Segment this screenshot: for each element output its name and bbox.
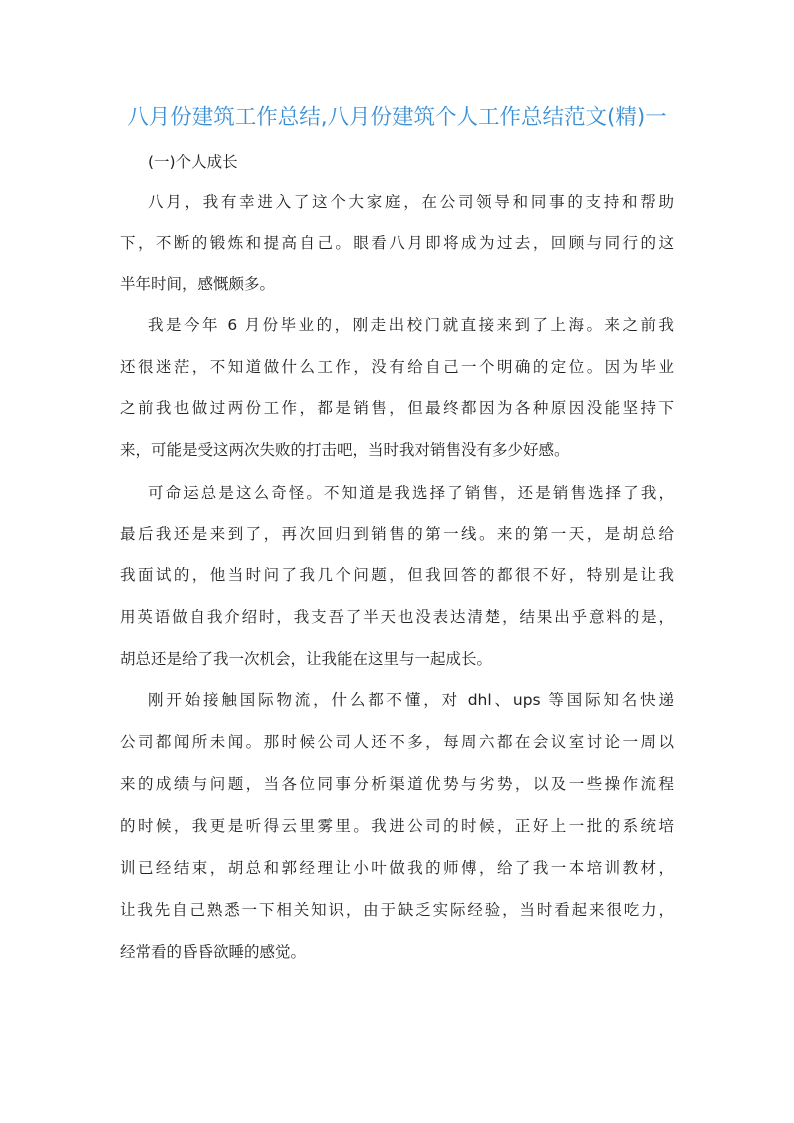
document-title: 八月份建筑工作总结,八月份建筑个人工作总结范文(精)一 <box>127 105 667 130</box>
paragraph-4-line-1: 刚开始接触国际物流，什么都不懂，对 dhl、ups 等国际知名快递 <box>148 691 674 709</box>
paragraph-3-line-5: 胡总还是给了我一次机会，让我能在这里与一起成长。 <box>120 650 493 668</box>
paragraph-3-line-4: 用英语做自我介绍时，我支吾了半天也没表达清楚，结果出乎意料的是， <box>120 608 674 626</box>
paragraph-3-line-2: 最后我还是来到了，再次回归到销售的第一线。来的第一天，是胡总给 <box>120 525 674 543</box>
paragraph-1-line-2: 下，不断的锻炼和提高自己。眼看八月即将成为过去，回顾与同行的这 <box>120 234 674 252</box>
paragraph-2-line-2: 还很迷茫，不知道做什么工作，没有给自己一个明确的定位。因为毕业 <box>120 358 674 376</box>
paragraph-4-line-3: 来的成绩与问题，当各位同事分析渠道优势与劣势，以及一些操作流程 <box>120 775 674 793</box>
paragraph-3-line-1: 可命运总是这么奇怪。不知道是我选择了销售，还是销售选择了我， <box>148 484 674 502</box>
paragraph-4-line-7: 经常看的昏昏欲睡的感觉。 <box>120 943 307 961</box>
paragraph-2-line-3: 之前我也做过两份工作，都是销售，但最终都因为各种原因没能坚持下 <box>120 399 674 417</box>
section-heading: (一)个人成长 <box>148 153 238 171</box>
paragraph-2-line-4: 来，可能是受这两次失败的打击吧，当时我对销售没有多少好感。 <box>120 441 570 459</box>
paragraph-4-line-2: 公司都闻所未闻。那时候公司人还不多，每周六都在会议室讨论一周以 <box>120 733 674 751</box>
paragraph-4-line-4: 的时候，我更是听得云里雾里。我进公司的时候，正好上一批的系统培 <box>120 817 674 835</box>
paragraph-4-line-5: 训已经结束，胡总和郭经理让小叶做我的师傅，给了我一本培训教材， <box>120 859 674 877</box>
paragraph-2-line-1: 我是今年 6 月份毕业的，刚走出校门就直接来到了上海。来之前我 <box>148 316 674 334</box>
paragraph-1-line-3: 半年时间，感慨颇多。 <box>120 275 276 293</box>
paragraph-4-line-6: 让我先自己熟悉一下相关知识，由于缺乏实际经验，当时看起来很吃力， <box>120 901 674 919</box>
paragraph-3-line-3: 我面试的，他当时问了我几个问题，但我回答的都很不好，特别是让我 <box>120 566 674 584</box>
paragraph-1-line-1: 八月，我有幸进入了这个大家庭，在公司领导和同事的支持和帮助 <box>148 193 674 211</box>
